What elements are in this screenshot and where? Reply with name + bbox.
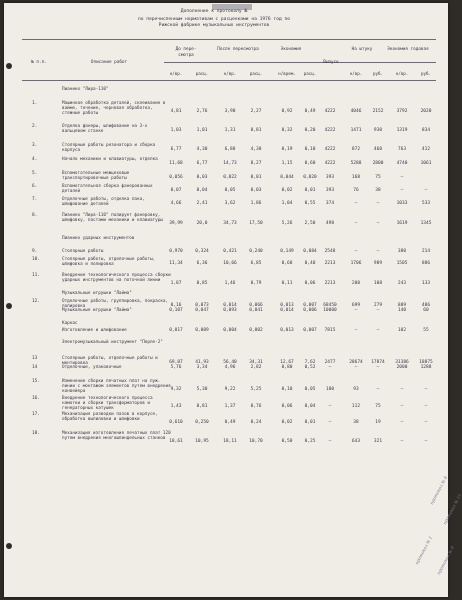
table-cell: 0,20 <box>304 128 316 133</box>
table-cell: 1619 <box>396 221 408 226</box>
table-cell: 533 <box>421 201 431 206</box>
row-description: Пианино "Лира-110" полирует фанеровку, шлифовку, пастами механики и клавиатуры <box>62 213 163 224</box>
table-cell: 643 <box>351 439 361 444</box>
table-cell: 0,04 <box>196 188 208 193</box>
table-cell: 4222 <box>324 147 336 152</box>
table-cell: 0,084 <box>303 249 317 254</box>
table-cell: 0,044 <box>280 175 294 180</box>
table-cell: – <box>376 387 380 392</box>
table-cell: 28674 <box>349 360 363 365</box>
row-description: Музыкальные игрушки "Лайма" <box>62 291 132 296</box>
row-description: Изменение сборки печатных плат на луж. линии с монтажом элементов путем внедрения конвейера <box>62 379 171 395</box>
unit-label: н/вр. <box>395 71 409 76</box>
row-number: 12. <box>32 299 40 304</box>
margin-note: протокол № 11 <box>442 492 462 526</box>
table-cell: 0,013 <box>280 328 294 333</box>
table-cell: 0,85 <box>196 281 208 286</box>
table-cell: 0,047 <box>195 308 209 313</box>
table-cell: 0,022 <box>223 175 237 180</box>
table-cell: 12,67 <box>280 360 294 365</box>
col-header-annual: Экономия годовая <box>387 47 429 52</box>
table-cell: 1033 <box>396 201 408 206</box>
table-cell: 1,04 <box>281 201 293 206</box>
table-cell: – <box>354 365 358 370</box>
table-cell: 0,76 <box>250 404 262 409</box>
table-cell: 0,50 <box>281 439 293 444</box>
table-cell: 8,27 <box>250 161 262 166</box>
row-description: Столярные работы резонатора и сборка корпуса <box>62 143 156 154</box>
row-description: Внедрение технологического процесса сборки ударных инструментов на поточной линии <box>62 273 171 284</box>
table-cell: 4222 <box>324 109 336 114</box>
table-cell: 1706 <box>350 261 362 266</box>
table-cell: 5288 <box>350 161 362 166</box>
table-cell: 20,0 <box>196 221 208 226</box>
table-cell: 0,07 <box>170 188 182 193</box>
unit-label: расц. <box>249 71 263 76</box>
table-cell: 498 <box>325 221 335 226</box>
table-cell: 2152 <box>372 109 384 114</box>
table-cell: 17874 <box>371 360 385 365</box>
header-line-2: по перечисленным нормативам с расценками на 1976 год по <box>137 17 291 22</box>
table-cell: 69,07 <box>169 360 183 365</box>
table-cell: 10,70 <box>249 439 263 444</box>
table-cell: – <box>328 404 332 409</box>
table-cell: 10,95 <box>195 439 209 444</box>
table-cell: 0,80 <box>281 365 293 370</box>
table-cell: 0,79 <box>250 281 262 286</box>
table-cell: 3,90 <box>224 109 236 114</box>
table-cell: – <box>424 404 428 409</box>
row-description: Электромузыкальный инструмент "Перле-2" <box>62 340 163 345</box>
table-cell: 112 <box>351 404 361 409</box>
table-cell: 4,96 <box>224 365 236 370</box>
table-cell: – <box>424 420 428 425</box>
table-cell: 2,76 <box>196 109 208 114</box>
table-cell: – <box>424 439 428 444</box>
table-cell: 0,92 <box>281 109 293 114</box>
table-cell: 56,40 <box>223 360 237 365</box>
table-cell: 0,04 <box>304 404 316 409</box>
table-cell: 31386 <box>395 360 409 365</box>
table-cell: 4046 <box>350 109 362 114</box>
binder-hole <box>6 543 12 549</box>
margin-note: протокол № 1 <box>414 535 434 566</box>
table-rule-mid <box>164 62 436 63</box>
row-description: Начало механики и клавиатуры, отделка <box>62 157 158 162</box>
table-cell: 1061 <box>420 161 432 166</box>
table-cell: 0,81 <box>196 404 208 409</box>
table-cell: 6,88 <box>224 147 236 152</box>
table-cell: 486 <box>421 303 431 308</box>
table-cell: 34,31 <box>249 360 263 365</box>
table-cell: 0,01 <box>250 175 262 180</box>
table-cell: 0,020 <box>303 175 317 180</box>
table-cell: 76 <box>353 188 359 193</box>
table-cell: – <box>424 387 428 392</box>
table-cell: 7,62 <box>304 360 316 365</box>
table-cell: 0,006 <box>303 308 317 313</box>
row-number: 4. <box>32 157 38 162</box>
table-cell: – <box>354 328 358 333</box>
table-cell: 10000 <box>323 308 337 313</box>
table-cell: 1,43 <box>170 404 182 409</box>
table-cell: – <box>400 387 404 392</box>
row-description: Отделка фанеры, шлифование на 3-х вальцевом станке <box>62 124 148 135</box>
col-header-name: Описание работ <box>90 60 128 65</box>
table-cell: 0,11 <box>281 281 293 286</box>
table-cell: 41,93 <box>195 360 209 365</box>
col-header-num: № п.п. <box>31 60 47 65</box>
table-cell: 0,041 <box>249 308 263 313</box>
table-cell: 0,107 <box>169 308 183 313</box>
table-cell: 0,19 <box>281 147 293 152</box>
table-cell: 11,34 <box>169 261 183 266</box>
table-cell: 6,36 <box>196 261 208 266</box>
row-number: 8. <box>32 213 38 218</box>
table-cell: 34,73 <box>223 221 237 226</box>
table-cell: 243 <box>397 281 407 286</box>
table-cell: 0,06 <box>304 281 316 286</box>
row-number: 10. <box>32 257 40 262</box>
unit-label: руб. <box>372 71 384 76</box>
table-cell: 1,01 <box>196 128 208 133</box>
row-description: Пианино "Лира-110" <box>62 87 109 92</box>
table-cell: 2800 <box>372 161 384 166</box>
table-cell: – <box>376 308 380 313</box>
table-cell: 4,30 <box>250 147 262 152</box>
table-cell: 0,007 <box>303 328 317 333</box>
margin-note: протокол № 9 <box>436 545 456 576</box>
row-description: Механизация разводки пазов в корпусе, обработка выпиловки и шлифовки <box>62 412 158 423</box>
table-cell: 393 <box>325 188 335 193</box>
table-cell: 0,24 <box>250 420 262 425</box>
table-cell: 1,86 <box>250 201 262 206</box>
col-header-unit: На штуку <box>351 47 373 52</box>
binder-hole <box>6 303 12 309</box>
table-cell: 321 <box>373 439 383 444</box>
table-cell: 18,11 <box>223 439 237 444</box>
table-cell: 0,06 <box>281 404 293 409</box>
table-cell: 2,50 <box>304 221 316 226</box>
table-cell: 39,99 <box>169 221 183 226</box>
row-description: Столярные работы, отделочные работы, шлифовка и полировка <box>62 257 156 268</box>
table-cell: 2548 <box>324 249 336 254</box>
table-cell: 6,77 <box>170 147 182 152</box>
table-cell: 6,77 <box>196 161 208 166</box>
col-header-output: Выпуск <box>323 60 339 65</box>
table-cell: 9,32 <box>170 387 182 392</box>
table-cell: 0,05 <box>224 188 236 193</box>
table-cell: 0,03 <box>196 175 208 180</box>
table-cell: 0,056 <box>169 175 183 180</box>
table-cell: 19 <box>375 420 381 425</box>
table-cell: 0,40 <box>304 261 316 266</box>
row-description: Отделочные, упаковочные <box>62 365 122 370</box>
row-number: 9. <box>32 249 38 254</box>
table-cell: 0,007 <box>303 303 317 308</box>
table-cell: 168 <box>351 175 361 180</box>
table-cell: 0,02 <box>281 420 293 425</box>
row-number: 1. <box>32 101 38 106</box>
document-sheet <box>4 3 462 597</box>
table-cell: – <box>400 188 404 193</box>
table-cell: 930 <box>373 128 383 133</box>
table-cell: 200 <box>351 281 361 286</box>
table-cell: 3,34 <box>196 365 208 370</box>
table-cell: 0,014 <box>223 303 237 308</box>
table-cell: 60 <box>423 308 429 313</box>
table-cell: 68450 <box>323 303 337 308</box>
row-description: Механизация изготовления печатных плат 120 путем внедрения многошпиндельных станков <box>62 431 171 442</box>
table-cell: 0,49 <box>224 420 236 425</box>
row-number: 13 <box>32 356 38 361</box>
unit-label: н/врем. <box>278 71 296 76</box>
row-description: Вспомогательная сборка фанерованных деталей <box>62 184 153 195</box>
table-rule-bottom <box>22 80 436 81</box>
table-cell: 102 <box>397 328 407 333</box>
table-cell: 393 <box>325 175 335 180</box>
table-cell: 0,093 <box>223 308 237 313</box>
table-cell: 699 <box>351 303 361 308</box>
table-cell: 0,004 <box>223 328 237 333</box>
table-cell: 17,50 <box>249 221 263 226</box>
table-cell: 75 <box>375 175 381 180</box>
table-cell: 0,52 <box>304 365 316 370</box>
table-cell: 0,05 <box>304 387 316 392</box>
table-cell: – <box>376 328 380 333</box>
row-number: 2. <box>32 124 38 129</box>
table-cell: – <box>354 308 358 313</box>
table-cell: 0,68 <box>281 261 293 266</box>
table-cell: 3,62 <box>224 201 236 206</box>
table-cell: – <box>400 439 404 444</box>
table-cell: 989 <box>373 261 383 266</box>
table-cell: 214 <box>421 249 431 254</box>
table-cell: 10,66 <box>223 261 237 266</box>
table-cell: – <box>400 175 404 180</box>
table-cell: 0,16 <box>170 303 182 308</box>
table-cell: 2213 <box>324 261 336 266</box>
table-cell: 1,31 <box>224 128 236 133</box>
table-cell: 11,68 <box>169 161 183 166</box>
table-cell: 460 <box>373 147 383 152</box>
table-cell: 2020 <box>420 109 432 114</box>
table-cell: 872 <box>351 147 361 152</box>
table-cell: 1288 <box>420 365 432 370</box>
table-cell: 0,240 <box>249 249 263 254</box>
row-description: Вспомогательные межцеховые транспортировочные работы <box>62 171 130 182</box>
table-cell: 5,76 <box>170 365 182 370</box>
row-description: Изготовление и шлифование <box>62 328 127 333</box>
table-cell: 38 <box>353 420 359 425</box>
unit-label: расц. <box>195 71 209 76</box>
row-number: 3. <box>32 143 38 148</box>
table-cell: 0,32 <box>281 128 293 133</box>
row-description: Внедрение технологического процесса намотки и сборки трансформаторов и генераторных катушек <box>62 396 153 412</box>
table-cell: 9,22 <box>224 387 236 392</box>
table-cell: – <box>376 221 380 226</box>
table-cell: 889 <box>397 303 407 308</box>
table-cell: – <box>376 365 380 370</box>
table-cell: 1471 <box>350 128 362 133</box>
row-number: 15. <box>32 379 40 384</box>
header-line-1: Дополнение к протоколу № <box>180 9 248 14</box>
unit-label: н/вр. <box>223 71 237 76</box>
table-cell: 0,01 <box>304 188 316 193</box>
row-number: 16. <box>32 396 40 401</box>
table-cell: 1,46 <box>224 281 236 286</box>
table-cell: 0,970 <box>169 249 183 254</box>
row-number: 11. <box>32 273 40 278</box>
table-cell: 5,30 <box>196 387 208 392</box>
table-cell: 0,03 <box>250 188 262 193</box>
table-cell: 0,81 <box>250 128 262 133</box>
table-cell: 75 <box>375 404 381 409</box>
row-description: Музыкальные игрушки "Лайма" <box>62 308 132 313</box>
table-cell: 180 <box>325 387 335 392</box>
row-description: Отделочные работы, отделка лака, шлифование деталей <box>62 197 145 208</box>
row-description: Каркас <box>62 321 78 326</box>
table-cell: 18,61 <box>169 439 183 444</box>
unit-label: руб. <box>420 71 432 76</box>
table-cell: 0,49 <box>304 109 316 114</box>
table-cell: 3792 <box>396 109 408 114</box>
table-cell: 0,066 <box>249 303 263 308</box>
row-description: Столярные работы <box>62 249 104 254</box>
table-cell: 0,10 <box>281 387 293 392</box>
table-cell: 55 <box>423 328 429 333</box>
table-cell: – <box>354 201 358 206</box>
table-cell: 108 <box>373 281 383 286</box>
table-cell: 1505 <box>396 261 408 266</box>
table-cell: 0,073 <box>195 303 209 308</box>
table-cell: 4,66 <box>170 201 182 206</box>
table-cell: – <box>424 188 428 193</box>
table-cell: – <box>328 420 332 425</box>
unit-label: н/вр. <box>349 71 363 76</box>
row-description: Столярные работы, отделочные работы и монтировка <box>62 356 158 367</box>
table-cell: – <box>400 420 404 425</box>
table-cell: 0,009 <box>195 328 209 333</box>
table-cell: 0,10 <box>304 147 316 152</box>
table-cell: 93 <box>353 387 359 392</box>
header-line-3: Рижской фабрике музыкальных инструментов <box>158 23 270 28</box>
table-cell: 0,324 <box>195 249 209 254</box>
table-cell: – <box>400 404 404 409</box>
col-header-new: После пересмотра <box>217 47 259 52</box>
table-cell: 133 <box>421 281 431 286</box>
table-cell: 2213 <box>324 281 336 286</box>
table-cell: 0,250 <box>195 420 209 425</box>
row-number: 14 <box>32 365 38 370</box>
table-cell: 2000 <box>396 365 408 370</box>
table-cell: 279 <box>373 303 383 308</box>
row-number: 6. <box>32 184 38 189</box>
table-cell: 763 <box>397 147 407 152</box>
table-cell: – <box>376 249 380 254</box>
table-cell: 380 <box>397 249 407 254</box>
table-cell: 0,25 <box>304 439 316 444</box>
table-cell: 2,27 <box>250 109 262 114</box>
table-rule-top <box>22 39 436 40</box>
table-cell: 1,15 <box>281 161 293 166</box>
table-cell: 5,26 <box>281 221 293 226</box>
table-cell: 0,60 <box>304 161 316 166</box>
table-cell: 412 <box>421 147 431 152</box>
row-description: Отделочные работы, группировка, покраска, полировка <box>62 299 169 310</box>
row-number: 18. <box>32 431 40 436</box>
margin-note: протокол № 8 <box>429 475 449 506</box>
table-cell: 4222 <box>324 161 336 166</box>
table-cell: – <box>354 221 358 226</box>
table-cell: – <box>328 439 332 444</box>
table-cell: 2477 <box>324 360 336 365</box>
row-number: 5. <box>32 171 38 176</box>
unit-label: расц. <box>303 71 317 76</box>
table-cell: 0,55 <box>304 201 316 206</box>
table-cell: 2,41 <box>196 201 208 206</box>
table-cell: 2,82 <box>250 365 262 370</box>
table-cell: 7815 <box>324 328 336 333</box>
table-cell: 14,73 <box>223 161 237 166</box>
table-cell: 1,37 <box>224 404 236 409</box>
table-cell: 834 <box>421 128 431 133</box>
row-number: 7. <box>32 197 38 202</box>
table-cell: 0,149 <box>280 249 294 254</box>
table-cell: 1319 <box>396 128 408 133</box>
table-cell: – <box>376 201 380 206</box>
table-cell: 18875 <box>419 360 433 365</box>
table-cell: 1345 <box>420 221 432 226</box>
table-cell: 4,81 <box>170 109 182 114</box>
table-cell: 1,87 <box>170 281 182 286</box>
table-cell: 0,014 <box>280 308 294 313</box>
table-cell: 6,85 <box>250 261 262 266</box>
table-cell: 0,421 <box>223 249 237 254</box>
col-header-old: До пере-смотра <box>175 47 197 58</box>
table-cell: 1,03 <box>170 128 182 133</box>
table-cell: – <box>328 365 332 370</box>
table-cell: 886 <box>421 261 431 266</box>
table-cell: 374 <box>325 201 335 206</box>
table-cell: 4740 <box>396 161 408 166</box>
table-cell: 4,30 <box>196 147 208 152</box>
table-cell: 0,017 <box>169 328 183 333</box>
table-cell: – <box>354 249 358 254</box>
unit-label: н/вр. <box>169 71 183 76</box>
row-description: Машинная обработка деталей, склеивание в вайме, точение, черновая обработка, стяжные работы <box>62 101 166 117</box>
table-cell: 0,02 <box>281 188 293 193</box>
col-header-saving: Экономия <box>280 47 302 52</box>
table-cell: 0,610 <box>169 420 183 425</box>
binder-hole <box>6 63 12 69</box>
table-cell: 140 <box>397 308 407 313</box>
table-cell: 5,25 <box>250 387 262 392</box>
row-number: 17. <box>32 412 40 417</box>
table-cell: 0,002 <box>249 328 263 333</box>
table-cell: 0,013 <box>280 303 294 308</box>
row-description: Пианино ударных инструментов <box>62 236 135 241</box>
table-cell: 0,01 <box>304 420 316 425</box>
table-cell: 4222 <box>324 128 336 133</box>
table-cell: 38 <box>375 188 381 193</box>
